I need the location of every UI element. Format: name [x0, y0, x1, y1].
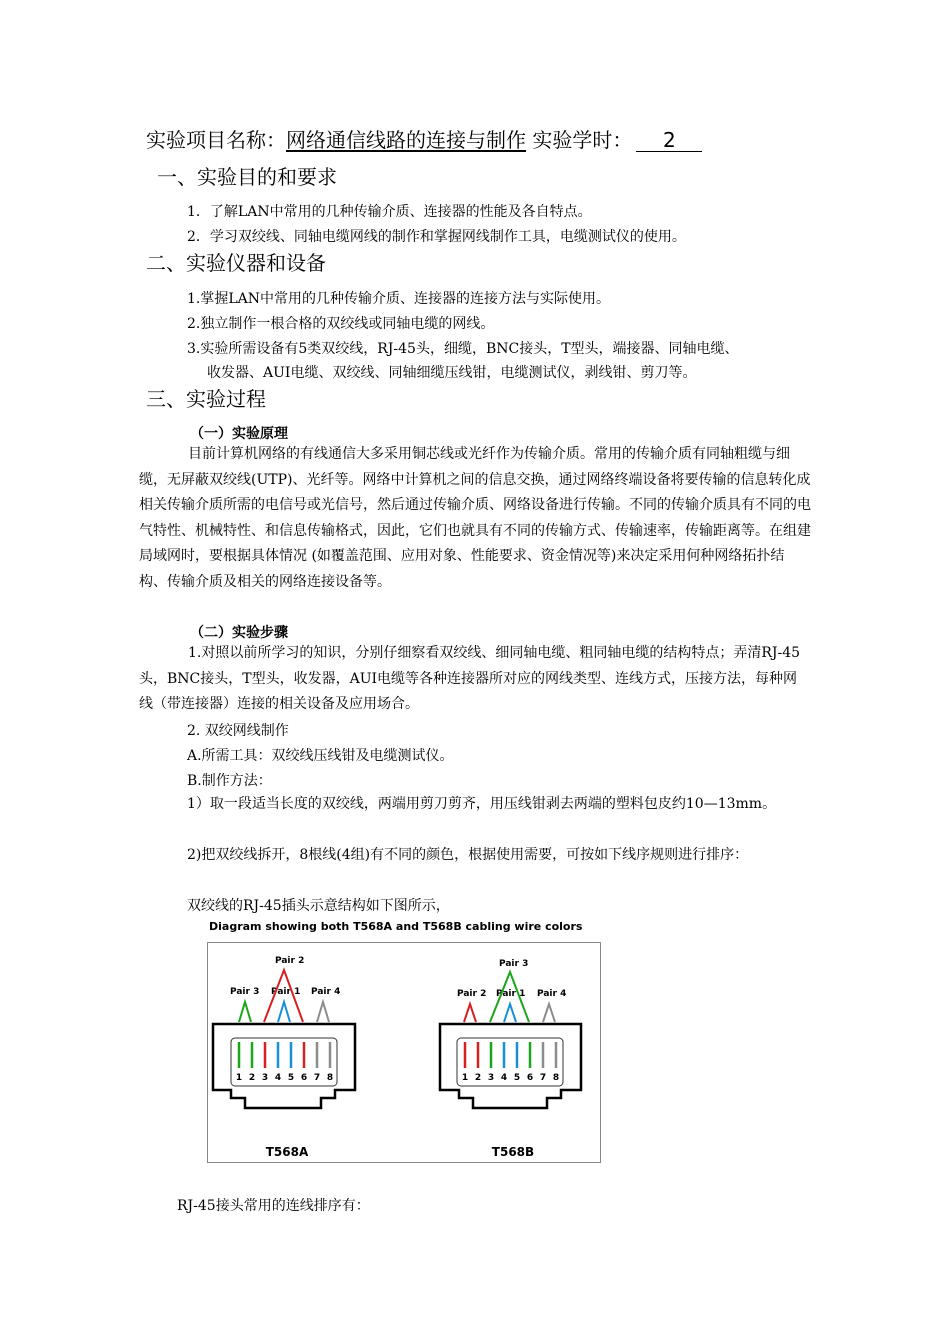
t568a-pin-label: 5	[287, 1073, 295, 1083]
project-name: 网络通信线路的连接与制作	[286, 128, 526, 152]
step-1: 1.对照以前所学习的知识，分别仔细察看双绞线、细同轴电缆、粗同轴电缆的结构特点；弄清RJ-45头，BNC接头，T型头，收发器，AUI电缆等各种连接器所对应的网线类型、连线方式，压接方法，每种网线（带连接器）连接的相关设备及应用场合。	[139, 645, 801, 713]
page-title	[146, 124, 702, 153]
after-figure-text: RJ-45接头常用的连线排序有：	[177, 1198, 370, 1214]
t568b-pin-label: 8	[552, 1073, 560, 1083]
t568b-pair-2-label: Pair 2	[457, 989, 487, 999]
t568a-pin-label: 2	[248, 1073, 256, 1083]
t568b-pin-label: 2	[474, 1073, 482, 1083]
rj45-wiring-diagram	[207, 918, 601, 1163]
step-b1: 1）取一段适当长度的双绞线，两端用剪刀剪齐，用压线钳剥去两端的塑料包皮约10—13mm。	[187, 796, 777, 812]
t568a-label: T568A	[265, 1145, 309, 1159]
hours-value: 2	[636, 129, 702, 152]
t568b-pin-label: 5	[513, 1073, 521, 1083]
title-label: 实验项目名称：	[146, 128, 286, 152]
t568b-pair-1-label: Pair 1	[496, 989, 526, 999]
section1-item-1: 1．了解LAN中常用的几种传输介质、连接器的性能及各自特点。	[187, 204, 592, 220]
t568b-pair-4-label: Pair 4	[537, 989, 567, 999]
steps-subheading: （二）实验步骤	[190, 625, 288, 641]
t568b-pin-label: 7	[539, 1073, 547, 1083]
t568a-pair-3-label: Pair 3	[230, 987, 260, 997]
section2-item-1: 1.掌握LAN中常用的几种传输介质、连接器的连接方法与实际使用。	[187, 291, 611, 307]
section2-item-3-cont: 收发器、AUI电缆、双绞线、同轴细缆压线钳，电缆测试仪，剥线钳、剪刀等。	[207, 365, 697, 381]
t568a-pin-label: 4	[274, 1073, 282, 1083]
t568a-pin-label: 7	[313, 1073, 321, 1083]
t568b-pin-label: 1	[461, 1073, 469, 1083]
section3-heading: 三、实验过程	[146, 387, 266, 411]
figure-caption: 双绞线的RJ-45插头示意结构如下图所示，	[187, 898, 450, 914]
section2-heading: 二、实验仪器和设备	[146, 251, 326, 275]
diagram-title: Diagram showing both T568A and T568B cabling wire colors	[209, 920, 583, 933]
t568b-pin-label: 3	[487, 1073, 495, 1083]
t568b-label: T568B	[491, 1145, 535, 1159]
t568a-pin-window	[231, 1038, 337, 1086]
t568b-pair-3-label: Pair 3	[499, 959, 529, 969]
step-2: 2. 双绞网线制作	[187, 723, 289, 739]
t568a-pin-label: 3	[261, 1073, 269, 1083]
section1-heading: 一、实验目的和要求	[157, 165, 337, 189]
t568a-pair-2-label: Pair 2	[275, 956, 305, 966]
t568a-pair-1-label: Pair 1	[271, 987, 301, 997]
section2-item-2: 2.独立制作一根合格的双绞线或同轴电缆的网线。	[187, 316, 495, 332]
t568a-pin-label: 1	[235, 1073, 243, 1083]
section1-item-2: 2．学习双绞线、同轴电缆网线的制作和掌握网线制作工具，电缆测试仪的使用。	[187, 229, 686, 245]
t568a-pin-label: 8	[326, 1073, 334, 1083]
t568a-pin-label: 6	[300, 1073, 308, 1083]
hours-label: 实验学时：	[526, 128, 633, 152]
step-a: A.所需工具：双绞线压线钳及电缆测试仪。	[187, 748, 454, 764]
t568b-pin-window	[457, 1038, 563, 1086]
principle-subheading: （一）实验原理	[190, 426, 288, 442]
step-b: B.制作方法：	[187, 773, 272, 789]
t568b-pin-label: 6	[526, 1073, 534, 1083]
t568a-pair-4-label: Pair 4	[311, 987, 341, 997]
step-b2: 2)把双绞线拆开，8根线(4组)有不同的颜色，根据使用需要，可按如下线序规则进行排序：	[187, 847, 749, 863]
principle-paragraph: 目前计算机网络的有线通信大多采用铜芯线或光纤作为传输介质。常用的传输介质有同轴粗缆与细缆，无屏蔽双绞线(UTP)、光纤等。网络中计算机之间的信息交换，通过网络终端设备将要传输的信息转化成相关传输介质所需的电信号或光信号，然后通过传输介质、网络设备进行传输。不同的传输介质具有不同的电气特性、机械特性、和信息传输格式，因此，它们也就具有不同的传输方式、传输速率，传输距离等。在组建局域网时，要根据具体情况 (如覆盖范围、应用对象、性能要求、资金情况等)来决定采用何种网络拓扑结构、传输介质及相关的网络连接设备等。	[139, 446, 811, 590]
t568b-pin-label: 4	[500, 1073, 508, 1083]
section2-item-3: 3.实验所需设备有5类双绞线，RJ-45头，细缆，BNC接头，T型头，端接器、同轴电缆、	[187, 341, 739, 357]
